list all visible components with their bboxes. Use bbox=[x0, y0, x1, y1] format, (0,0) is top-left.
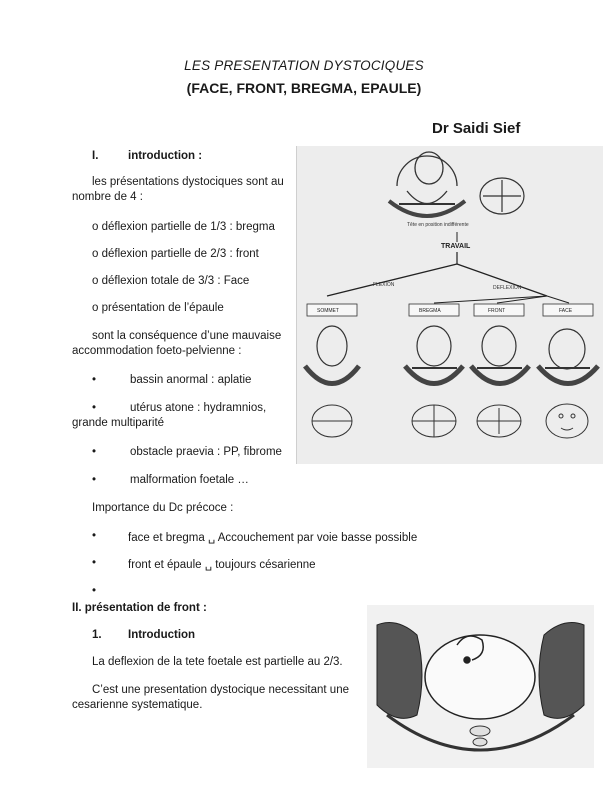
list-item-face: o déflexion totale de 3/3 : Face bbox=[92, 275, 250, 287]
intro-line-1: les présentations dystociques sont au bbox=[92, 176, 284, 188]
list-item-bregma: o déflexion partielle de 1/3 : bregma bbox=[92, 221, 275, 233]
cause-item: utérus atone : hydramnios, bbox=[130, 402, 267, 414]
skull-face-icon bbox=[546, 404, 588, 438]
list-item-epaule: o présentation de l’épaule bbox=[92, 302, 224, 314]
bullet-mark: • bbox=[92, 446, 97, 458]
sacrum-icon bbox=[470, 726, 490, 746]
section2-para-2-line-1: C’est une presentation dystocique necessitant une bbox=[92, 684, 349, 696]
skull-sommet-icon bbox=[312, 405, 352, 437]
bullet-mark: • bbox=[92, 557, 97, 569]
bullet-mark: • bbox=[92, 585, 97, 597]
consequence-line-1: sont la conséquence d’une mauvaise bbox=[92, 330, 282, 342]
section2-sub-number: 1. bbox=[92, 629, 102, 641]
section2-para-2-line-2: cesarienne systematique. bbox=[72, 699, 203, 711]
cause-item-cont: grande multiparité bbox=[72, 417, 165, 429]
importance-item: front et épaule ␣ toujours césarienne bbox=[128, 559, 316, 571]
box-label-face: FACE bbox=[559, 308, 573, 314]
document-subtitle: (FACE, FRONT, BREGMA, EPAULE) bbox=[186, 80, 422, 96]
head-sommet-icon bbox=[305, 326, 359, 384]
fetal-head-icon bbox=[425, 635, 535, 719]
box-label-front: FRONT bbox=[488, 308, 506, 314]
bullet-mark: • bbox=[92, 374, 97, 386]
head-face-icon bbox=[538, 329, 598, 384]
cause-item: malformation foetale … bbox=[130, 474, 249, 486]
author-name: Dr Saidi Sief bbox=[432, 120, 521, 137]
bullet-mark: • bbox=[92, 474, 97, 486]
skull-top-icon bbox=[480, 178, 524, 214]
document-title: LES PRESENTATION DYSTOCIQUES bbox=[184, 58, 424, 73]
head-bregma-icon bbox=[405, 326, 463, 384]
section2-para-1: La deflexion de la tete foetale est partielle au 2/3. bbox=[92, 656, 343, 668]
skull-front-icon bbox=[477, 405, 521, 437]
intro-line-2: nombre de 4 : bbox=[72, 191, 143, 203]
head-indifferent-icon bbox=[389, 152, 465, 216]
bullet-mark: • bbox=[92, 402, 97, 414]
cause-item: obstacle praevia : PP, fibrome bbox=[130, 446, 282, 458]
presentation-diagram-svg bbox=[297, 146, 603, 464]
travail-label: TRAVAIL bbox=[441, 243, 471, 250]
box-label-sommet: SOMMET bbox=[317, 308, 339, 314]
section1-number: I. bbox=[92, 150, 99, 162]
list-item-front: o déflexion partielle de 2/3 : front bbox=[92, 248, 259, 260]
skull-bregma-icon bbox=[412, 405, 456, 437]
caption-small: Tête en position indifférente bbox=[407, 222, 469, 228]
cause-item: bassin anormal : aplatie bbox=[130, 374, 252, 386]
deflexion-label: DEFLEXION bbox=[493, 285, 522, 291]
front-presentation-svg bbox=[367, 605, 594, 768]
bullet-mark: • bbox=[92, 530, 97, 542]
box-label-bregma: BREGMA bbox=[419, 308, 441, 314]
flexion-label: FLEXION bbox=[373, 282, 395, 288]
presentation-diagram-figure bbox=[296, 146, 603, 464]
section2-sub-heading: Introduction bbox=[128, 629, 196, 641]
importance-item: face et bregma ␣ Accouchement par voie basse possible bbox=[128, 532, 418, 544]
importance-heading: Importance du Dc précoce : bbox=[92, 502, 234, 514]
section2-heading: II. présentation de front : bbox=[72, 602, 207, 614]
section1-heading: introduction : bbox=[128, 150, 203, 162]
consequence-line-2: accommodation foeto-pelvienne : bbox=[72, 345, 242, 357]
front-presentation-figure bbox=[367, 605, 594, 768]
head-front-icon bbox=[471, 326, 529, 384]
